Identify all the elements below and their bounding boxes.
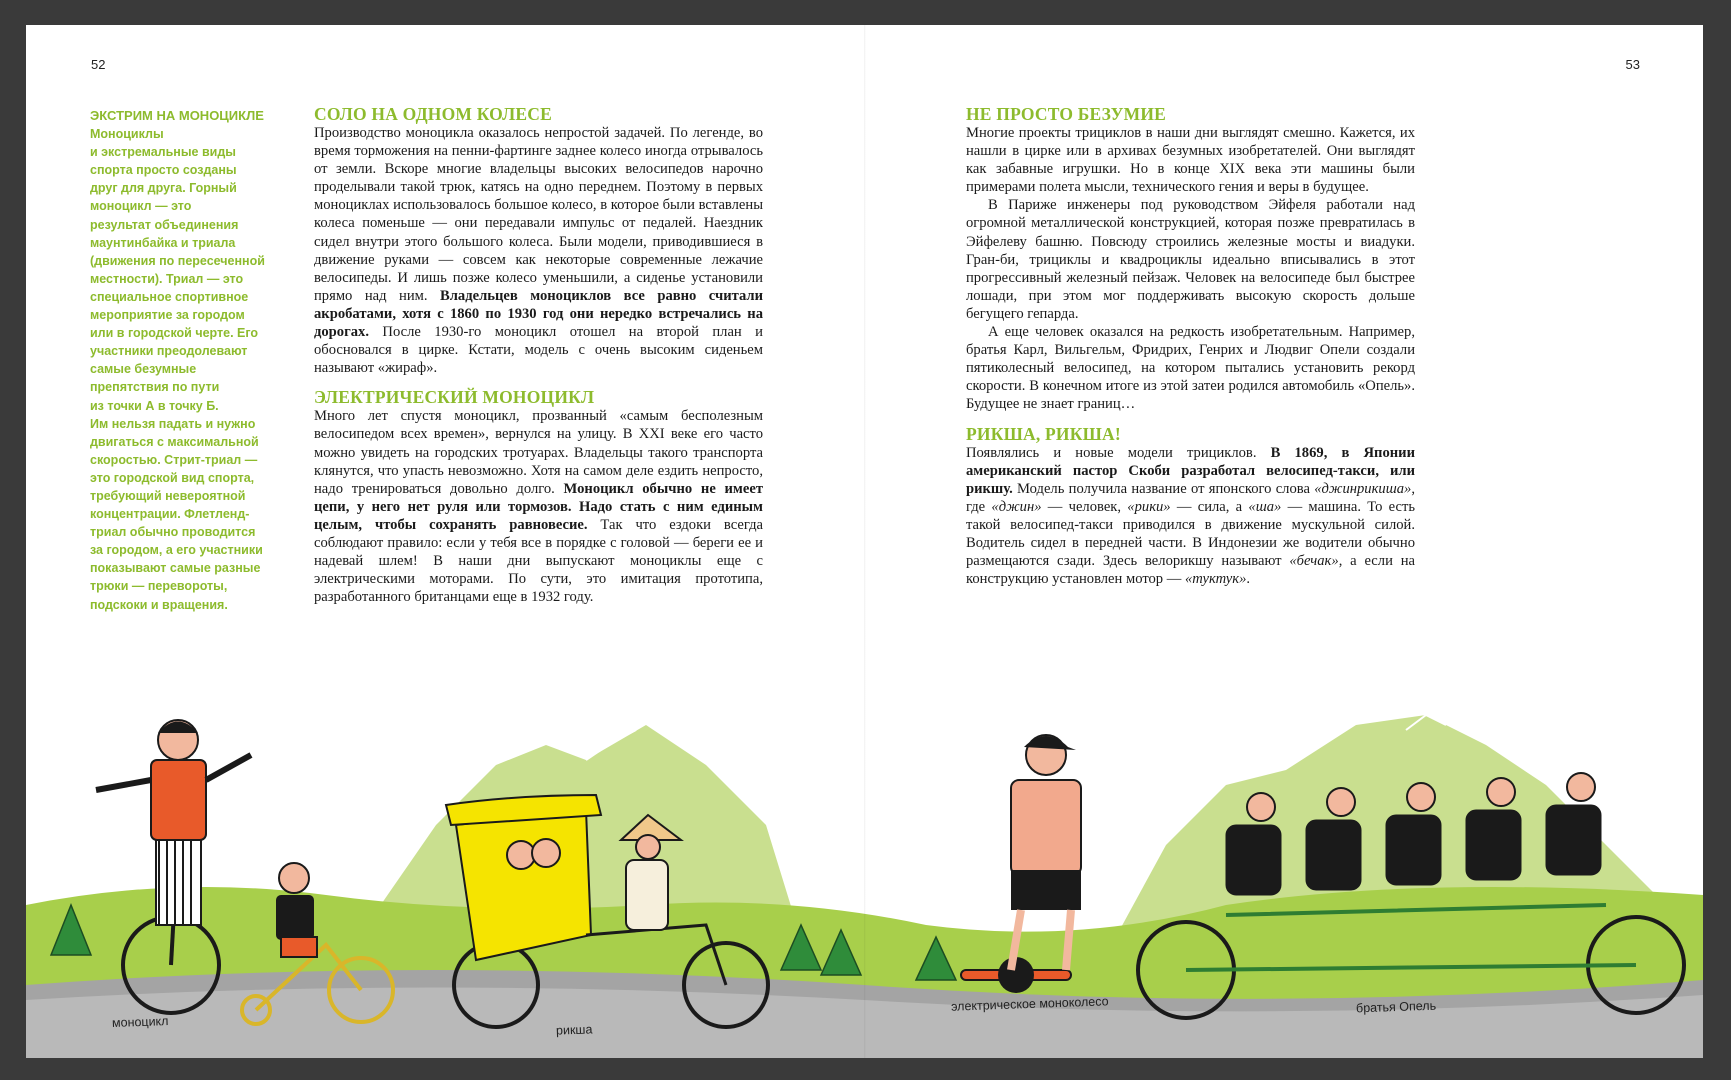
- sidebar-line: трюки — перевороты,: [90, 579, 228, 594]
- sidebar-line: Моноциклы: [90, 127, 164, 142]
- paragraph: [314, 124, 763, 377]
- sidebar-line: друг для друга. Горный: [90, 181, 237, 196]
- paragraph: [314, 407, 763, 606]
- text-run: После 1930-го моноцикл отошел на второй план и обосновался в цирке. Кстати, модель с очень высоким сиденьем называют «жираф».: [314, 324, 763, 377]
- caption-unicycle: моноцикл: [111, 1014, 169, 1030]
- section-heading: ЭЛЕКТРИЧЕСКИЙ МОНОЦИКЛ: [314, 387, 595, 408]
- text-run: , где: [966, 480, 1415, 515]
- sidebar-line: концентрации. Флетленд-: [90, 507, 250, 522]
- text-run: — сила, а: [1170, 498, 1249, 515]
- sidebar-line: из точки А в точку Б.: [90, 398, 219, 413]
- sidebar-line: двигаться с максимальной: [90, 434, 259, 449]
- sidebar-line: мероприятие за городом: [90, 308, 245, 323]
- caption-opel: братья Опель: [1355, 998, 1437, 1016]
- caption-rickshaw: рикша: [555, 1022, 593, 1038]
- sidebar-line: (движения по пересеченной: [90, 253, 265, 268]
- sidebar-text: [90, 125, 290, 614]
- sidebar-line: спорта просто созданы: [90, 163, 237, 178]
- text-run: , а если на конструкцию установлен мотор —: [966, 553, 1415, 588]
- sidebar-line: результат объединения: [90, 217, 239, 232]
- sidebar-line: показывают самые разные: [90, 561, 261, 576]
- paragraph: [966, 444, 1415, 589]
- italic-word: «рики»: [1127, 498, 1171, 515]
- section-heading: СОЛО НА ОДНОМ КОЛЕСЕ: [314, 104, 552, 124]
- italic-word: «ша»: [1248, 498, 1282, 515]
- sidebar-line: требующий невероятной: [90, 488, 246, 503]
- sidebar-line: самые безумные: [90, 362, 197, 377]
- text-run: Модель получила название от японского слова: [1012, 480, 1315, 497]
- text-run: Появлялись и новые модели трициклов.: [966, 444, 1271, 461]
- text-run: — человек,: [1041, 498, 1128, 515]
- text-run: .: [1246, 571, 1251, 588]
- bold-run: В 1869, в Японии американский пастор Скоби разработал велосипед-такси, или рикшу.: [966, 444, 1415, 497]
- sidebar-line: подскоки и вращения.: [90, 597, 228, 612]
- sidebar-title: ЭКСТРИМ НА МОНОЦИКЛЕ: [90, 108, 264, 123]
- text-run: — машина. То есть такой велосипед-такси приводился в движение мускульной силой. Водитель сидел в передней части. В Индонезии же водители обычно размещаются сзади. Здесь велорикшу называют: [966, 498, 1415, 570]
- sidebar-box: [90, 107, 290, 614]
- text-run: Производство моноцикла оказалось непростой задачей. По легенде, во время торможения на пенни-фартинге заднее колесо иногда отрывалось от земли. Вскоре многие владельцы высоких велосипедов нарочно проделывали такой трюк, катясь на одно переднем. Поэтому в первых моноциклах использовалось большое колесо, в которое были вставлены колеса поменьше — они передавали импульс от педалей. Наездник сидел внутри этого большого колеса. Были модели, приводившиеся в движение руками — совсем как некоторые современные лежачие велосипеды. И лишь позже колесо уменьшили, а сиденье установили прямо над ним.: [314, 125, 763, 304]
- section-heading: НЕ ПРОСТО БЕЗУМИЕ: [966, 104, 1167, 124]
- sidebar-line: и экстремальные виды: [90, 145, 236, 160]
- left-column: [314, 104, 763, 606]
- right-column: [966, 104, 1415, 588]
- sidebar-line: маунтинбайка и триала: [90, 235, 236, 250]
- sidebar-line: специальное спортивное: [90, 289, 249, 304]
- italic-word: «туктук»: [1185, 571, 1247, 588]
- italic-word: «бечак»: [1289, 553, 1339, 570]
- bold-run: Моноцикл обычно не имеет цепи, у него нет руля или тормозов. Надо стать с ним единым целым, чтобы сохранять равновесие.: [314, 480, 763, 533]
- text-run: Много лет спустя моноцикл, прозванный «самым бесполезным велосипедом всех времен», вернулся на улицу. В XXI веке его часто можно увидеть на городских тротуарах. Владельцы такого транспорта клянутся, что упасть невозможно. Хотя на самом деле ездить непросто, надо тренироваться довольно долго.: [314, 408, 763, 497]
- caption-onewheel: электрическое моноколесо: [950, 994, 1109, 1014]
- italic-word: «джин»: [991, 498, 1042, 515]
- sidebar-line: скоростью. Стрит-триал —: [90, 452, 258, 467]
- sidebar-line: участники преодолевают: [90, 344, 248, 359]
- bold-run: Владельцев моноциклов все равно считали акробатами, хотя с 1860 по 1930 год они нередко встречались на дорогах.: [314, 287, 763, 341]
- page-number-left: 52: [91, 57, 106, 72]
- paragraph: В Париже инженеры под руководством Эйфеля работали над огромной металлической конструкцией, которая позже превратилась в Эйфелеву башню. Повсюду строились железные мосты и виадуки. Гран-би, трициклы и квадроциклы идеально вписывались в этот прогрессивный железный пейзаж. Человек на велосипеде был быстрее лошади, при этом мог поддерживать высокую скорость дольше бегущего гепарда.: [966, 197, 1415, 322]
- italic-word: «джинрикиша»: [1314, 480, 1412, 497]
- sidebar-line: или в городской черте. Его: [90, 326, 259, 341]
- section-heading: РИКША, РИКША!: [966, 423, 1121, 444]
- sidebar-line: Им нельзя падать и нужно: [90, 416, 256, 431]
- sidebar-line: препятствия по пути: [90, 380, 220, 395]
- book-spread: [26, 25, 1703, 1058]
- sidebar-line: моноцикл — это: [90, 199, 192, 214]
- paragraph: Многие проекты трициклов в наши дни выглядят смешно. Кажется, их нашли в цирке или в архивах безумных изобретателей. Они выглядят как забавные игрушки. Но в конце XIX века эти машины были примерами полета мысли, технического гения и веры в будущее.: [966, 125, 1415, 196]
- text-run: Так что ездоки всегда соблюдают правило: если у тебя все в порядке с головой — береги ее и надевай шлем! В наши дни выпускают моноциклы еще с электрическими моторами. По сути, это имитация прототипа, разработанного британцами еще в 1932 году.: [314, 516, 763, 606]
- gutter: [864, 25, 866, 1058]
- sidebar-line: это городской вид спорта,: [90, 470, 255, 485]
- sidebar-line: за городом, а его участники: [90, 543, 263, 558]
- page-number-right: 53: [1625, 57, 1640, 72]
- sidebar-line: триал обычно проводится: [90, 525, 256, 540]
- paragraph: А еще человек оказался на редкость изобретательным. Например, братья Карл, Вильгельм, Фридрих, Генрих и Людвиг Опели создали пятиколесный велосипед, на котором пытались установить рекорд скорости. В конечном итоге из этой затеи родился автомобиль «Опель». Будущее не знает границ…: [966, 324, 1415, 413]
- sidebar-line: местности). Триал — это: [90, 271, 244, 286]
